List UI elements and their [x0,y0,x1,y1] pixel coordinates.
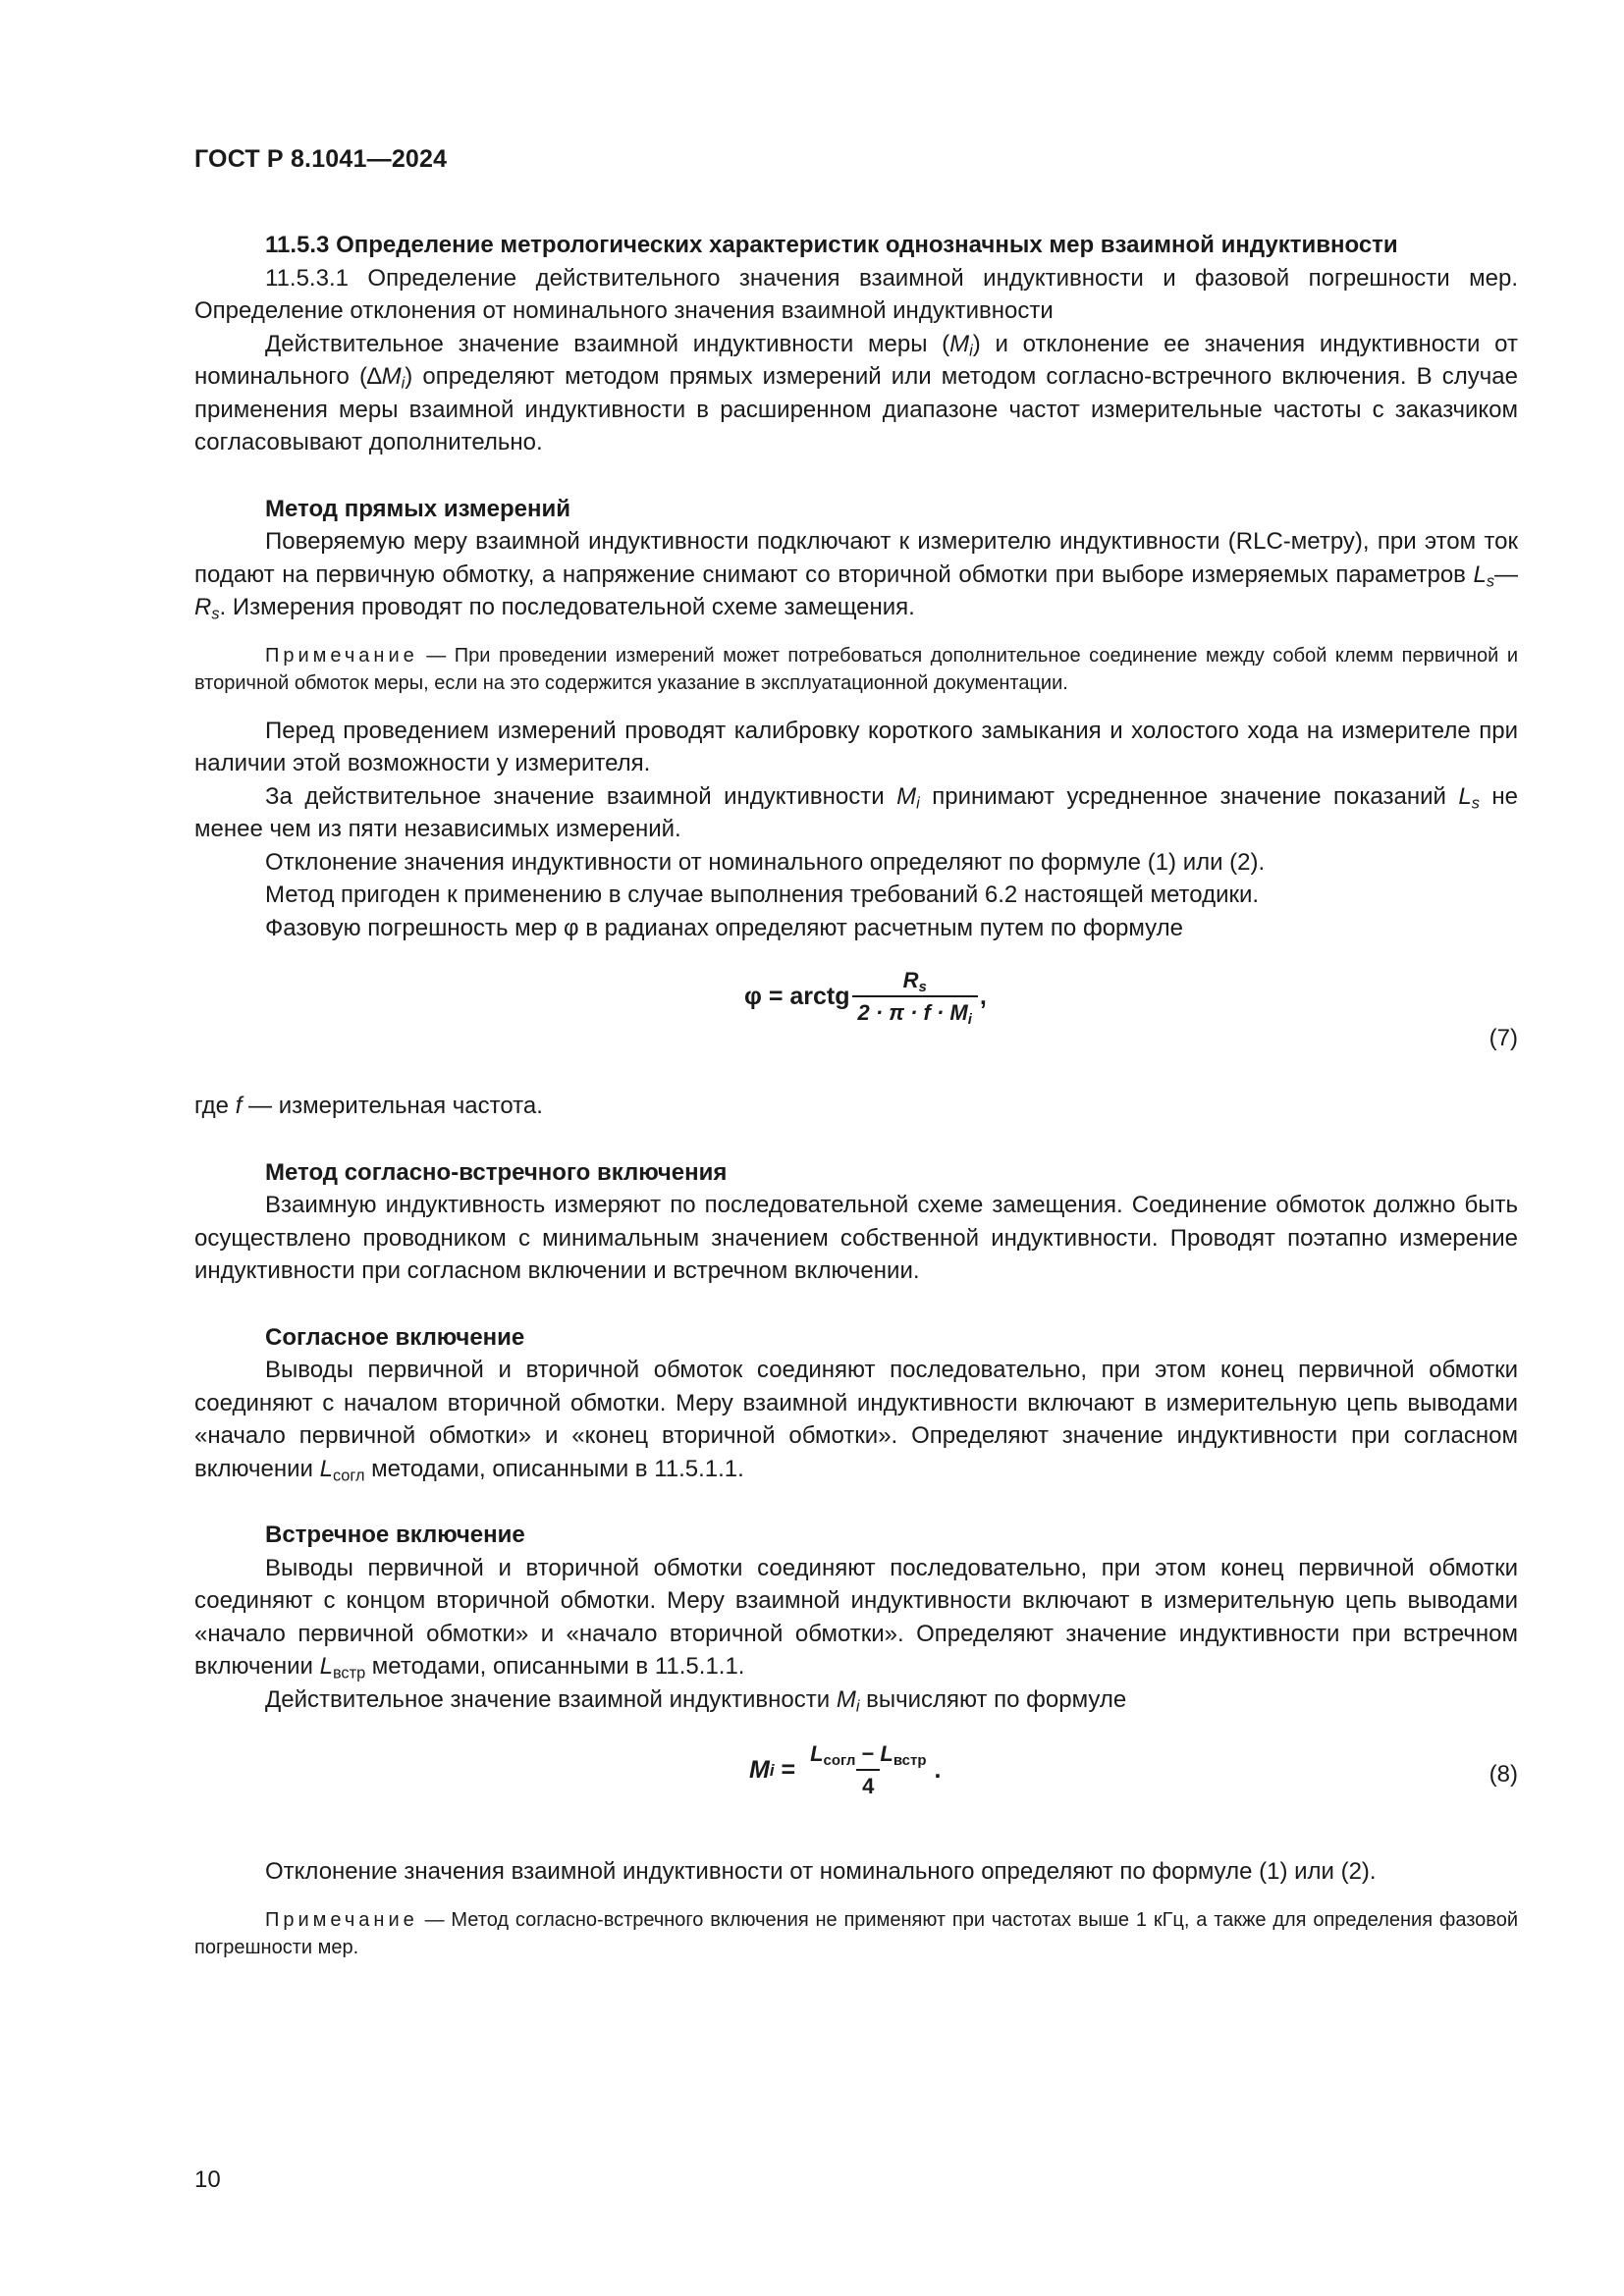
applicability-paragraph: Метод пригоден к применению в случае выполнения требований 6.2 настоящей методики. [265,881,1260,908]
deviation-paragraph: Отклонение значения индуктивности от номинального определяют по формуле (1) или (2). [265,848,1266,876]
formula-8 [194,1735,1518,1834]
direct-method-heading: Метод прямых измерений [265,495,571,522]
formula-8-number: (8) [1489,1761,1518,1788]
note-closing: Примечание — Метод согласно-встречного включения не применяют при частотах выше 1 кГц, а также для определения фазовой погрешности мер. [194,1908,1518,1958]
page-number: 10 [194,2166,221,2193]
aiding-heading: Согласное включение [265,1323,525,1351]
note-label: Примечание [265,644,418,667]
aiding-opposing-heading: Метод согласно-встречного включения [265,1158,728,1186]
section-heading: 11.5.3 Определение метрологических характеристик однозначных мер взаимной индуктивности [265,232,1398,258]
formula-7-number: (7) [1489,1025,1518,1051]
direct-method-paragraph: Поверяемую меру взаимной индуктивности подключают к измерителю индуктивности (RLC-метру), при этом ток подают на первичную обмотку, а напряжение снимают со вторичной обмотки при выборе измеряемых параметров $L_s—R_s$. Измерения проводят по последовательной схеме замещения. [194,528,1518,623]
intro-paragraph: Действительное значение взаимной индуктивности меры $(M_i)$ и отклонение ее значения индуктивности от номинального $(\Delta M_i)$ определяют методом прямых измерений или методом согласно-встречного включения. В случае применения меры взаимной индуктивности в расширенном диапазоне частот измерительные частоты с заказчиком согласовывают дополнительно. [194,330,1518,455]
subsection-heading: 11.5.3.1 Определение действительного значения взаимной индуктивности и фазовой погрешности мер. Определение отклонения от номинального значения взаимной индуктивности [194,264,1518,324]
formula-7-expression: φ = arctg $\frac{R_s}{2 \cdot \pi \cdot f \cdot M_i}$ , [744,968,987,1029]
where-clause: где f — измерительная частота. [194,1093,543,1119]
formula-8-expression: M i = $\frac{L_{согл} - L_{встр}}{4}$ . [749,1741,942,1798]
document-header: ГОСТ Р 8.1041—2024 [194,145,448,173]
mutual-inductance-calc-paragraph: Действительное значение взаимной индуктивности $M_i$ вычисляют по формуле [265,1685,1127,1716]
opposing-paragraph: Выводы первичной и вторичной обмотки соединяют последовательно, при этом конец первичной обмотки соединяют с концом вторичной обмотки. Меру взаимной индуктивности включают в измерительную цепь выводами «начало первичной обмотки» и «начало вторичной обмотки». Определяют значение индуктивности при встречном включении $L_{встр}$ методами, описанными в 11.5.1.1. [194,1554,1518,1682]
closing-paragraph: Отклонение значения взаимной индуктивности от номинального определяют по формуле (1) или (2). [265,1858,1377,1885]
formula-7 [194,962,1518,1080]
note-label: Примечание [265,1908,418,1931]
phase-error-paragraph: Фазовую погрешность мер φ в радианах определяют расчетным путем по формуле [265,914,1183,941]
opposing-heading: Встречное включение [265,1522,525,1548]
formula-8-fraction: $\frac{L_{согл} - L_{встр}}{4}$ [810,1741,927,1798]
actual-value-paragraph: За действительное значение взаимной индуктивности $M_i$ принимают усредненное значение показаний $L_s$ не менее чем из пяти независимых измерений. [194,782,1518,842]
aiding-opposing-paragraph: Взаимную индуктивность измеряют по последовательной схеме замещения. Соединение обмоток должно быть осуществлено проводником с минимальным значением собственной индуктивности. Проводят поэтапно измерение индуктивности при согласном включении и встречном включении. [194,1192,1518,1284]
document-page [194,145,1518,1979]
note-direct: Примечание — При проведении измерений может потребоваться дополнительное соединение между собой клемм первичной и вторичной обмоток меры, если на это содержится указание в эксплуатационной документации. [194,644,1518,694]
calibration-paragraph: Перед проведением измерений проводят калибровку короткого замыкания и холостого хода на измерителе при наличии этой возможности у измерителя. [194,717,1518,776]
aiding-paragraph: Выводы первичной и вторичной обмоток соединяют последовательно, при этом конец первичной обмотки соединяют с началом вторичной обмотки. Меру взаимной индуктивности включают в измерительную цепь выводами «начало первичной обмотки» и «конец вторичной обмотки». Определяют значение индуктивности при согласном включении $L_{согл}$ методами, описанными в 11.5.1.1. [194,1357,1518,1485]
formula-7-fraction: $\frac{R_s}{2 \cdot \pi \cdot f \cdot M_i}$ [852,968,978,1026]
